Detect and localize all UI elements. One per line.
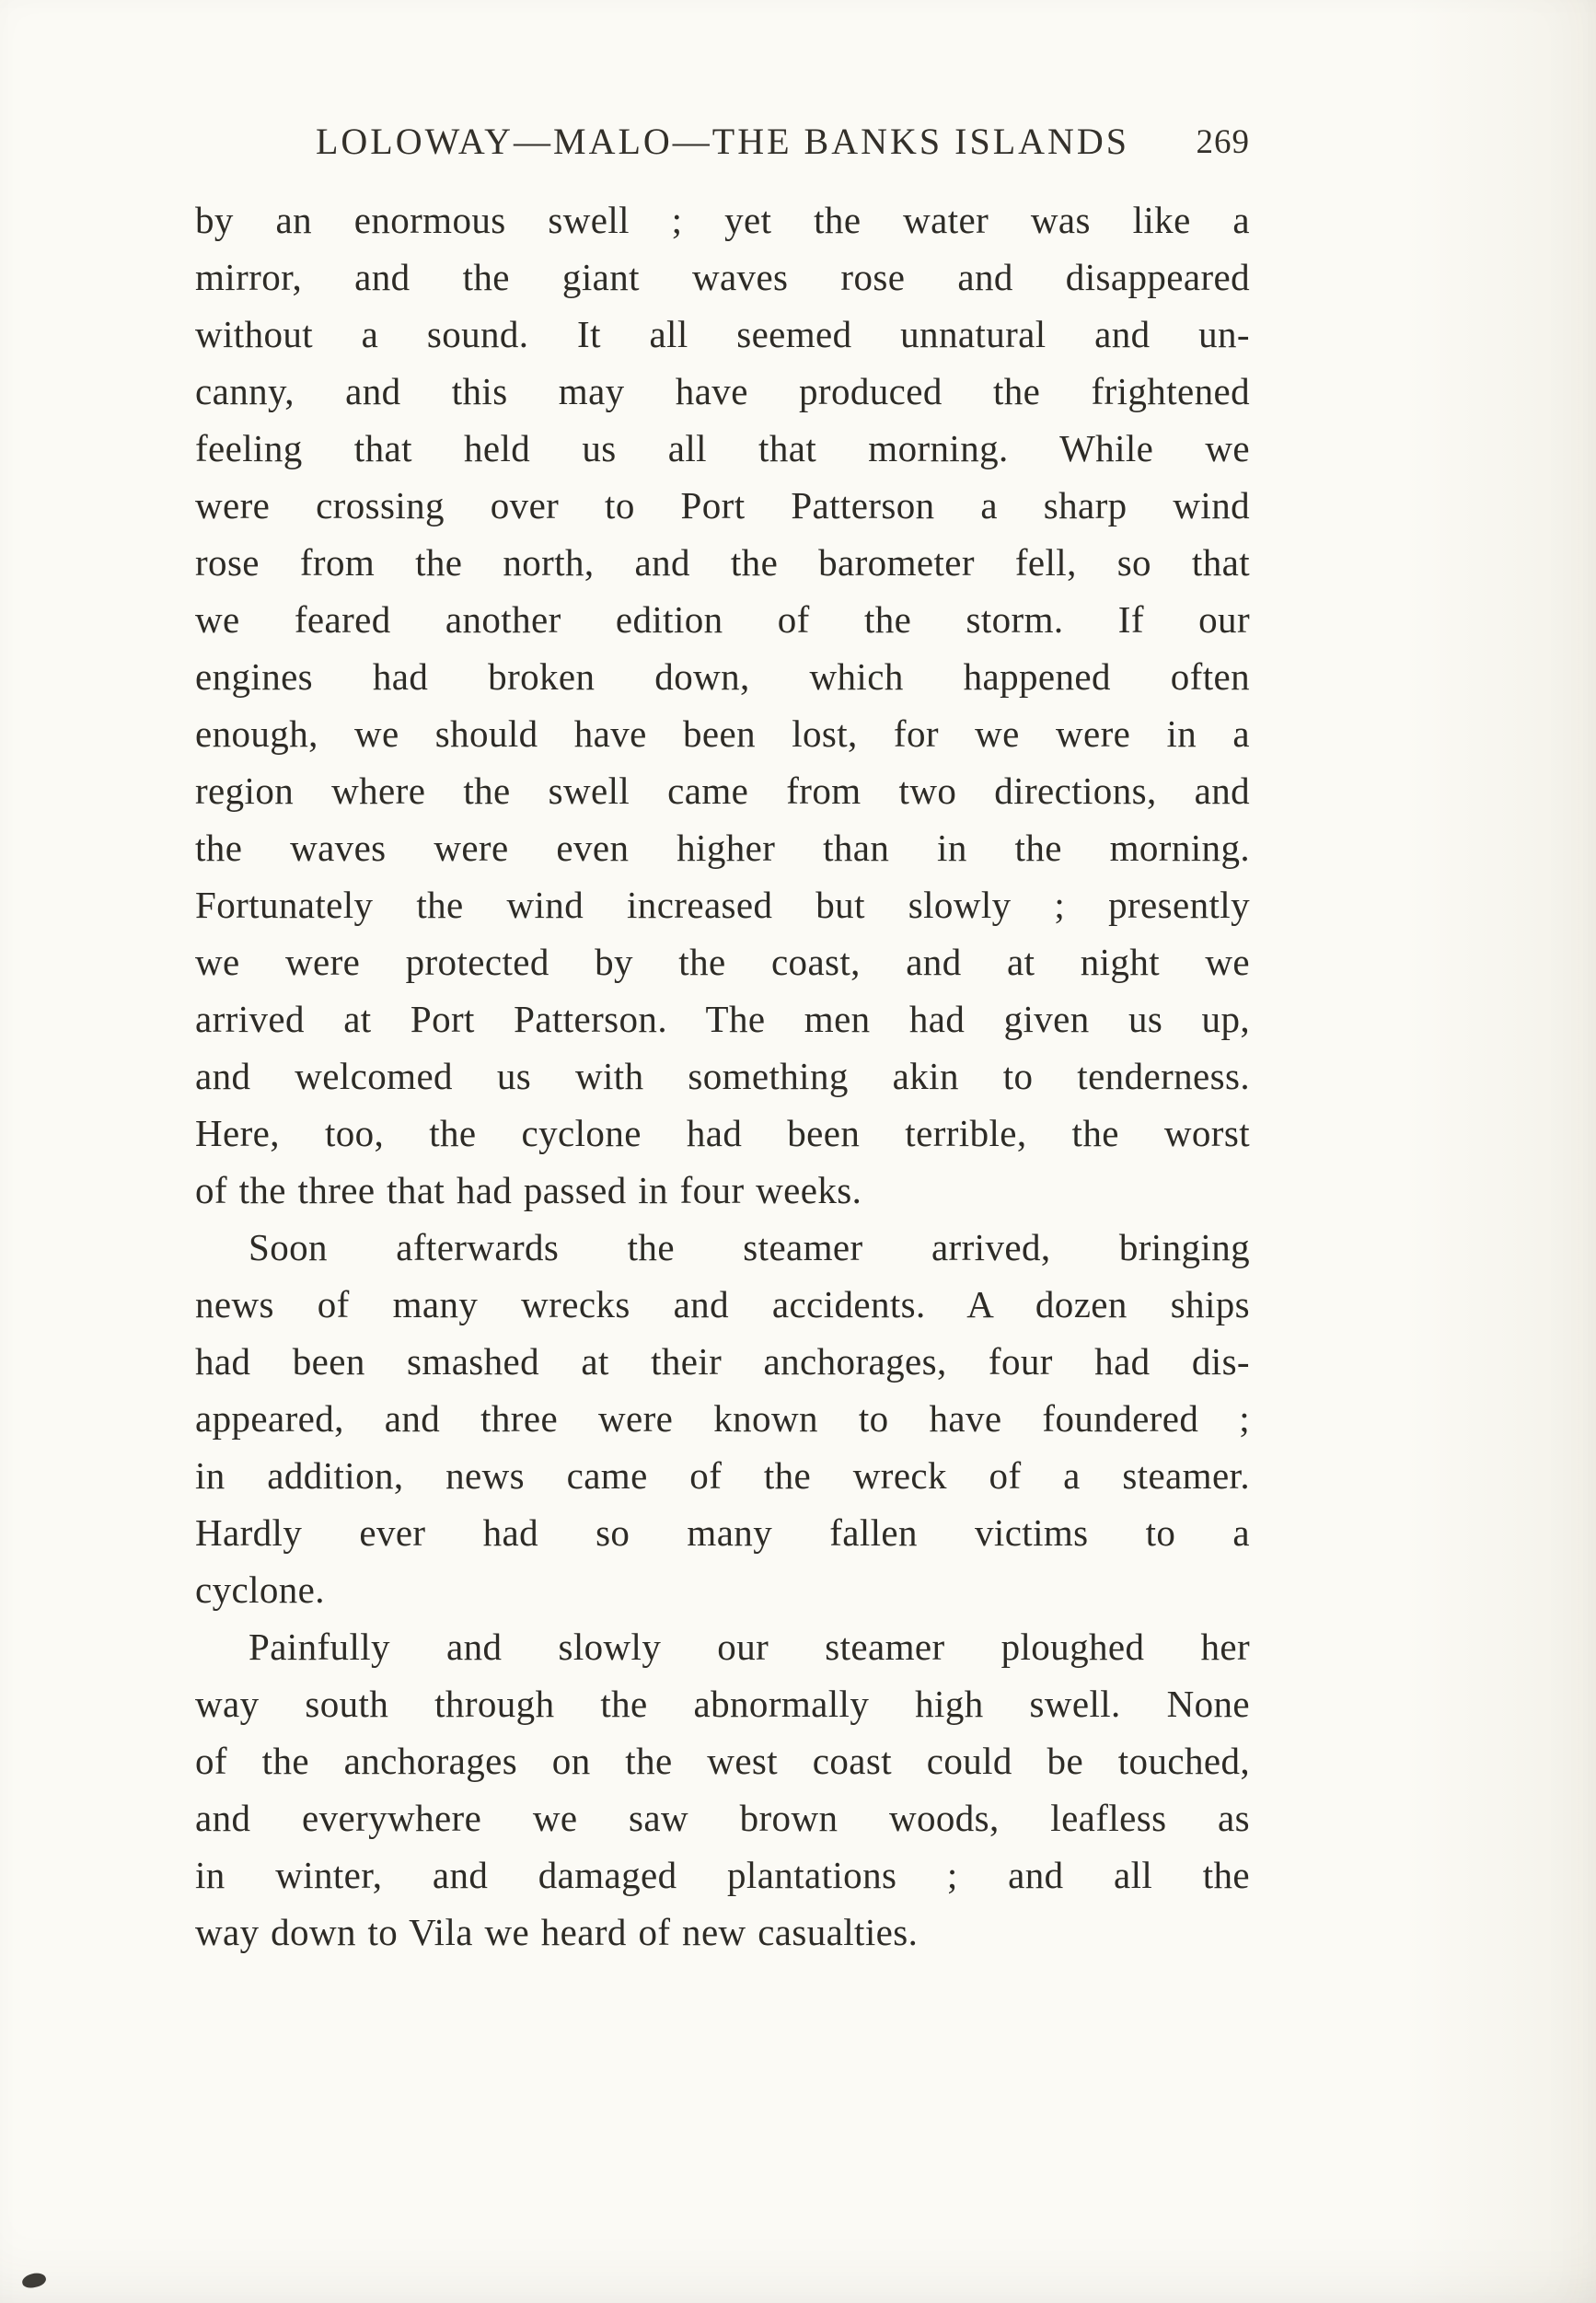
text-block	[195, 191, 1250, 1961]
paragraph	[195, 1219, 1250, 1618]
text-line: of the anchorages on the west coast could be touched,	[195, 1740, 1250, 1782]
text-line: by an enormous swell ; yet the water was like a	[195, 199, 1250, 241]
text-line: without a sound. It all seemed unnatural and un-	[195, 313, 1250, 355]
text-line: enough, we should have been lost, for we were in a	[195, 712, 1250, 755]
text-line: Here, too, the cyclone had been terrible, the worst	[195, 1112, 1250, 1154]
running-header	[195, 120, 1250, 163]
text-line: were crossing over to Port Patterson a sharp wind	[195, 484, 1250, 527]
text-line: region where the swell came from two directions, and	[195, 770, 1250, 812]
text-line: in addition, news came of the wreck of a steamer.	[195, 1454, 1250, 1497]
text-line: appeared, and three were known to have foundered ;	[195, 1397, 1250, 1440]
text-line: and everywhere we saw brown woods, leafless as	[195, 1797, 1250, 1839]
text-line: and welcomed us with something akin to tenderness.	[195, 1055, 1250, 1097]
text-line: way down to Vila we heard of new casualties.	[195, 1911, 919, 1953]
text-line: Painfully and slowly our steamer ploughed her	[249, 1626, 1250, 1668]
text-line: in winter, and damaged plantations ; and all the	[195, 1854, 1250, 1896]
text-line: of the three that had passed in four weeks.	[195, 1169, 862, 1211]
text-line: engines had broken down, which happened often	[195, 655, 1250, 698]
text-line: the waves were even higher than in the morning.	[195, 827, 1250, 869]
text-line: Fortunately the wind increased but slowly ; presently	[195, 884, 1250, 926]
text-line: mirror, and the giant waves rose and disappeared	[195, 256, 1250, 298]
text-line: Hardly ever had so many fallen victims to a	[195, 1511, 1250, 1554]
text-line: way south through the abnormally high swell. None	[195, 1683, 1250, 1725]
text-line: Soon afterwards the steamer arrived, bringing	[249, 1226, 1250, 1268]
text-line: feeling that held us all that morning. While we	[195, 427, 1250, 469]
page-number: 269	[1196, 123, 1250, 161]
ink-blot-artifact	[21, 2271, 48, 2290]
text-line: rose from the north, and the barometer fell, so that	[195, 541, 1250, 584]
text-line: news of many wrecks and accidents. A dozen ships	[195, 1283, 1250, 1325]
text-line: had been smashed at their anchorages, four had dis-	[195, 1340, 1250, 1383]
text-line: cyclone.	[195, 1568, 325, 1611]
text-line: we feared another edition of the storm. If our	[195, 598, 1250, 641]
paragraph	[195, 1618, 1250, 1961]
header-title: LOLOWAY—MALO—THE BANKS ISLANDS	[315, 121, 1130, 162]
text-line: arrived at Port Patterson. The men had given us up,	[195, 998, 1250, 1040]
text-line: canny, and this may have produced the frightened	[195, 370, 1250, 412]
paragraph	[195, 191, 1250, 1219]
text-line: we were protected by the coast, and at night we	[195, 941, 1250, 983]
